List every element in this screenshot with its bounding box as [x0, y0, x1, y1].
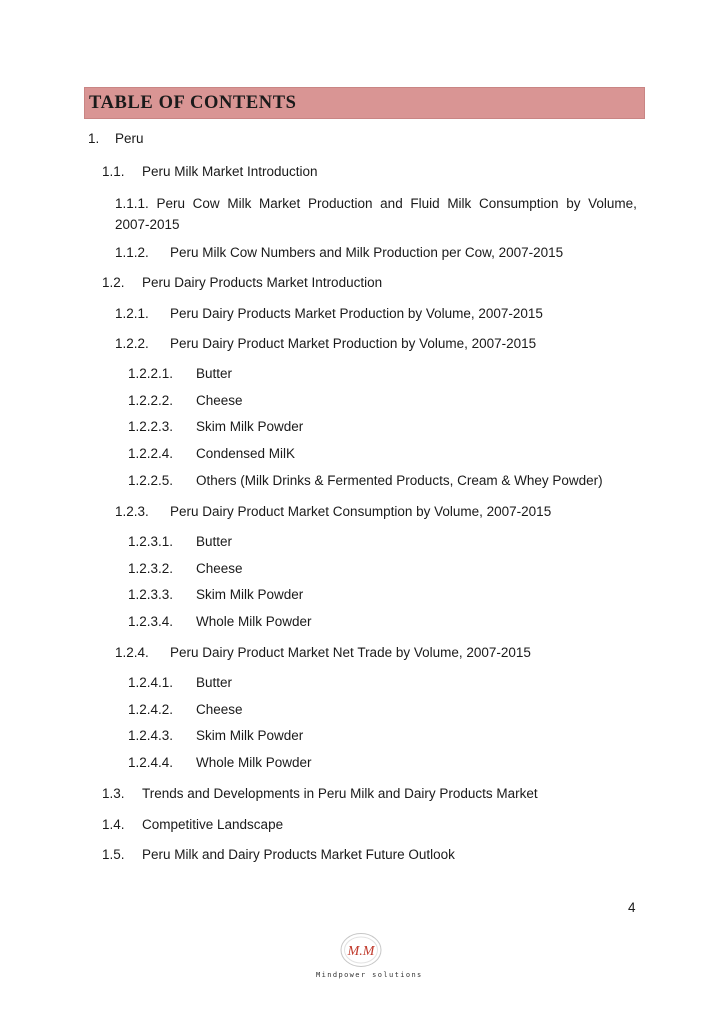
toc-entry-word: Peru [156, 196, 185, 211]
toc-entry-number: 1.2.2.1. [128, 366, 174, 381]
toc-entry-label: Peru Milk Cow Numbers and Milk Production per Cow, 2007-2015 [170, 245, 564, 260]
toc-entry-word: Production [307, 196, 373, 211]
logo-monogram: M.M [347, 944, 375, 959]
toc-entry-number: 1.2.2.2. [128, 393, 174, 408]
toc-entry-label: Butter [196, 366, 233, 381]
toc-entry-label: Cheese [196, 561, 243, 576]
toc-entry-label: Peru Dairy Product Market Consumption by Volume, 2007-2015 [170, 504, 552, 519]
toc-entry-word: Fluid [410, 196, 440, 211]
toc-header-band [84, 87, 645, 119]
toc-entry-word: Volume, [588, 196, 637, 211]
toc-entry-number: 1.2.4.2. [128, 702, 174, 717]
toc-entry-label: Others (Milk Drinks & Fermented Products, Cream & Whey Powder) [196, 473, 603, 488]
toc-entry-continuation: 2007-2015 [115, 217, 180, 232]
toc-entry-word: Cow [192, 196, 220, 211]
toc-entry-first-line [115, 193, 637, 214]
toc-entry-label: Trends and Developments in Peru Milk and Dairy Products Market [142, 786, 538, 801]
toc-entry-word: by [566, 196, 581, 211]
toc-entry-label: Skim Milk Powder [196, 728, 304, 743]
toc-entry-number: 1.2.4.3. [128, 728, 174, 743]
toc-entry-number: 1.2.3.2. [128, 561, 174, 576]
toc-entry-number: 1.2.3.4. [128, 614, 174, 629]
toc-entry-word: and [380, 196, 403, 211]
toc-entry-number: 1.2.3.1. [128, 534, 174, 549]
toc-entry-word: Market [259, 196, 301, 211]
toc-entry-number: 1.2.2.5. [128, 473, 174, 488]
toc-entry-label: Competitive Landscape [142, 817, 284, 832]
toc-entry-label: Peru Dairy Product Market Net Trade by Volume, 2007-2015 [170, 645, 531, 660]
toc-entry-number: 1.2.3.3. [128, 587, 174, 602]
toc-entry-number: 1.2.4. [115, 645, 149, 660]
toc-entry-label: Peru Dairy Products Market Introduction [142, 275, 383, 290]
logo-caption: Mindpower solutions [316, 971, 423, 979]
toc-entry-number: 1.2.2. [115, 336, 149, 351]
toc-entry-number: 1.1.1. [115, 196, 149, 211]
toc-entry-number: 1. [88, 131, 100, 146]
toc-entry-label: Cheese [196, 702, 243, 717]
toc-entry-number: 1.2.2.3. [128, 419, 174, 434]
toc-entry-number: 1.2.2.4. [128, 446, 174, 461]
toc-entry-label: Butter [196, 534, 233, 549]
toc-entry-label: Peru Milk and Dairy Products Market Future Outlook [142, 847, 455, 862]
toc-entry-label: Peru [115, 131, 144, 146]
toc-entry-number: 1.2.4.1. [128, 675, 174, 690]
toc-entry-number: 1.3. [102, 786, 125, 801]
toc-entry-word: Milk [447, 196, 472, 211]
page-number: 4 [628, 900, 636, 915]
toc-entry-label: Cheese [196, 393, 243, 408]
toc-entry-number: 1.1. [102, 164, 125, 179]
mindpower-logo-icon [339, 932, 383, 968]
toc-entry-number: 1.1.2. [115, 245, 149, 260]
toc-entry-number: 1.2.3. [115, 504, 149, 519]
toc-entry-number: 1.2.1. [115, 306, 149, 321]
toc-entry-number: 1.4. [102, 817, 125, 832]
toc-entry-label: Butter [196, 675, 233, 690]
toc-entry-label: Skim Milk Powder [196, 419, 304, 434]
toc-entry-number: 1.2.4.4. [128, 755, 174, 770]
toc-entry-label: Whole Milk Powder [196, 614, 312, 629]
toc-entry-label: Peru Dairy Product Market Production by Volume, 2007-2015 [170, 336, 537, 351]
toc-title: TABLE OF CONTENTS [89, 93, 297, 113]
toc-entry-word: Consumption [478, 196, 559, 211]
toc-entry-number: 1.5. [102, 847, 125, 862]
toc-entry-label: Whole Milk Powder [196, 755, 312, 770]
toc-entry-label: Peru Milk Market Introduction [142, 164, 318, 179]
toc-entry-number: 1.2. [102, 275, 125, 290]
toc-entry-label: Peru Dairy Products Market Production by Volume, 2007-2015 [170, 306, 543, 321]
toc-entry-word: Milk [227, 196, 252, 211]
toc-entry-label: Condensed MilK [196, 446, 296, 461]
toc-entry[interactable] [115, 193, 637, 235]
toc-entry-label: Skim Milk Powder [196, 587, 304, 602]
